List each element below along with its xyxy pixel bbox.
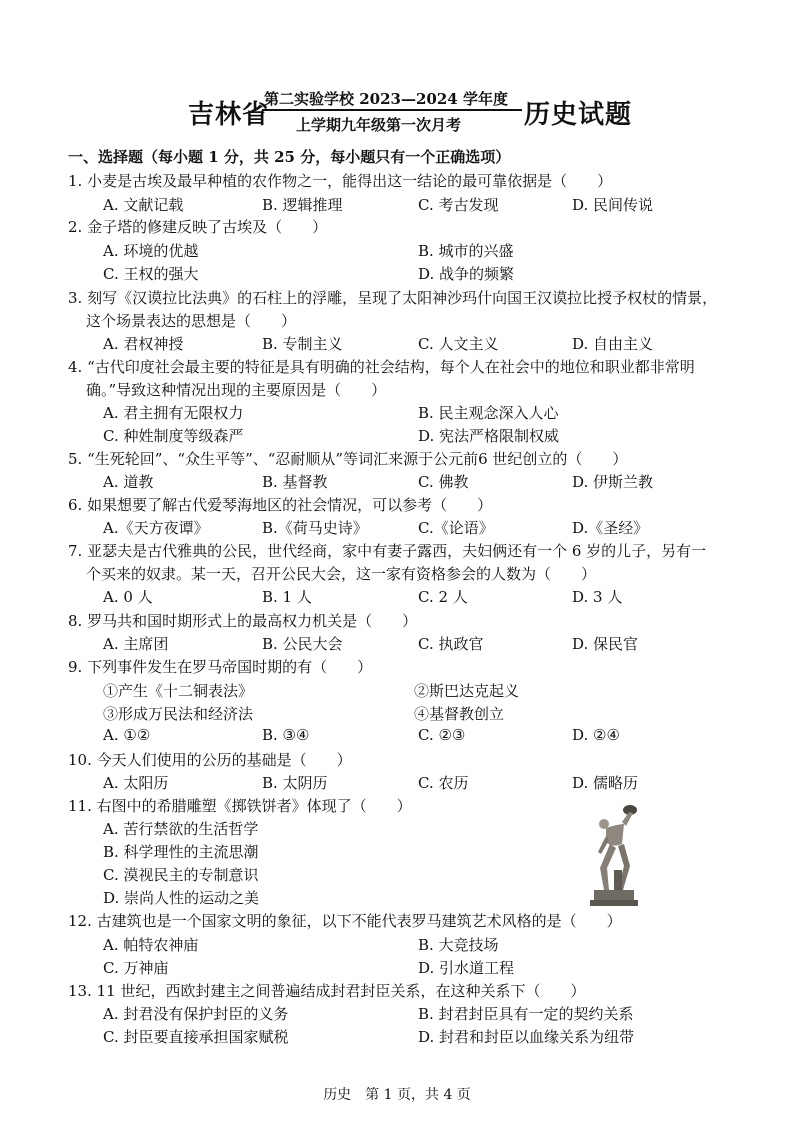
question-8-option-c: C. 执政官 — [418, 635, 484, 653]
question-1-option-d: D. 民间传说 — [572, 196, 654, 214]
question-4-stem-cont: 确。”导致这种情况出现的主要原因是（ ） — [86, 381, 387, 399]
question-9-option-a: A. ①② — [103, 726, 151, 744]
question-10-option-a: A. 太阳历 — [103, 774, 169, 792]
question-13-option-b: B. 封君封臣具有一定的契约关系 — [418, 1005, 634, 1023]
title-subject: 历史试题 — [524, 100, 633, 130]
title-term: 上学期九年级第一次月考 — [296, 116, 462, 134]
question-2-option-c: C. 王权的强大 — [103, 265, 199, 283]
question-9-option-c: C. ②③ — [418, 726, 466, 744]
question-2-option-a: A. 环境的优越 — [103, 242, 199, 260]
question-1-option-c: C. 考古发现 — [418, 196, 499, 214]
question-11-option-a: A. 苦行禁欲的生活哲学 — [103, 820, 259, 838]
question-7-option-c: C. 2 人 — [418, 588, 468, 606]
question-5-option-a: A. 道教 — [103, 473, 154, 491]
question-1-option-b: B. 逻辑推理 — [262, 196, 343, 214]
question-10-option-d: D. 儒略历 — [572, 774, 639, 792]
question-12-option-d: D. 引水道工程 — [418, 959, 515, 977]
question-8-stem: 8. 罗马共和国时期形式上的最高权力机关是（ ） — [68, 612, 418, 630]
question-13-stem: 13. 11 世纪，西欧封建主之间普遍结成封君封臣关系，在这种关系下（ ） — [68, 982, 586, 1000]
question-3-stem: 3. 刻写《汉谟拉比法典》的石柱上的浮雕，呈现了太阳神沙玛什向国王汉谟拉比授予权杖的情景， — [68, 289, 718, 307]
question-8-option-b: B. 公民大会 — [262, 635, 343, 653]
question-3-option-b: B. 专制主义 — [262, 335, 343, 353]
question-1-stem: 1. 小麦是古埃及最早种植的农作物之一，能得出这一结论的最可靠依据是（ ） — [68, 172, 613, 190]
question-6-option-a: A.《天方夜谭》 — [103, 519, 209, 537]
question-4-option-c: C. 种姓制度等级森严 — [103, 427, 244, 445]
question-6-option-c: C.《论语》 — [418, 519, 494, 537]
question-2-option-d: D. 战争的频繁 — [418, 265, 515, 283]
question-13-option-c: C. 封臣要直接承担国家赋税 — [103, 1028, 289, 1046]
question-5-option-c: C. 佛教 — [418, 473, 469, 491]
question-11-option-b: B. 科学理性的主流思潮 — [103, 843, 259, 861]
question-9-item-1: ①产生《十二铜表法》 — [103, 682, 254, 700]
question-7-stem: 7. 亚瑟夫是古代雅典的公民，世代经商，家中有妻子露西，夫妇俩还有一个 6 岁的儿子，另有一 — [68, 542, 707, 560]
question-4-option-b: B. 民主观念深入人心 — [418, 404, 559, 422]
question-9-item-4: ④基督教创立 — [414, 705, 505, 723]
question-6-option-d: D.《圣经》 — [572, 519, 649, 537]
discobolus-statue-image — [578, 796, 650, 908]
question-12-stem: 12. 古建筑也是一个国家文明的象征，以下不能代表罗马建筑艺术风格的是（ ） — [68, 912, 622, 930]
question-5-option-d: D. 伊斯兰教 — [572, 473, 654, 491]
question-12-option-b: B. 大竞技场 — [418, 936, 499, 954]
question-11-option-d: D. 崇尚人性的运动之美 — [103, 889, 260, 907]
question-3-option-a: A. 君权神授 — [103, 335, 184, 353]
question-6-option-b: B.《荷马史诗》 — [262, 519, 368, 537]
question-4-option-d: D. 宪法严格限制权威 — [418, 427, 560, 445]
question-10-stem: 10. 今天人们使用的公历的基础是（ ） — [68, 751, 352, 769]
question-10-option-b: B. 太阴历 — [262, 774, 328, 792]
question-13-option-d: D. 封君和封臣以血缘关系为纽带 — [418, 1028, 635, 1046]
title-province: 吉林省 — [188, 100, 270, 130]
question-2-stem: 2. 金子塔的修建反映了古埃及（ ） — [68, 218, 328, 236]
question-8-option-a: A. 主席团 — [103, 635, 169, 653]
question-4-option-a: A. 君主拥有无限权力 — [103, 404, 244, 422]
question-7-option-d: D. 3 人 — [572, 588, 623, 606]
question-13-option-a: A. 封君没有保护封臣的义务 — [103, 1005, 289, 1023]
question-2-option-b: B. 城市的兴盛 — [418, 242, 514, 260]
question-1-option-a: A. 文献记载 — [103, 196, 184, 214]
question-3-option-d: D. 自由主义 — [572, 335, 654, 353]
title-divider — [262, 109, 522, 111]
question-4-stem: 4. “古代印度社会最主要的特征是具有明确的社会结构，每个人在社会中的地位和职业都非常明 — [68, 358, 695, 376]
question-12-option-a: A. 帕特农神庙 — [103, 936, 199, 954]
title-school-year: 第二实验学校 2023—2024 学年度 — [264, 90, 508, 108]
question-10-option-c: C. 农历 — [418, 774, 469, 792]
question-9-option-d: D. ②④ — [572, 726, 620, 744]
question-5-option-b: B. 基督教 — [262, 473, 328, 491]
question-9-item-2: ②斯巴达克起义 — [414, 682, 520, 700]
question-8-option-d: D. 保民官 — [572, 635, 639, 653]
question-9-option-b: B. ③④ — [262, 726, 310, 744]
question-5-stem: 5. “生死轮回”、“众生平等”、“忍耐顺从”等词汇来源于公元前6 世纪创立的（ ） — [68, 450, 628, 468]
question-7-option-b: B. 1 人 — [262, 588, 312, 606]
exam-title — [0, 84, 794, 134]
question-7-stem-cont: 个买来的奴隶。某一天，召开公民大会，这一家有资格参会的人数为（ ） — [86, 565, 597, 583]
question-6-stem: 6. 如果想要了解古代爱琴海地区的社会情况，可以参考（ ） — [68, 496, 493, 514]
page-footer: 历史 第 1 页，共 4 页 — [323, 1087, 471, 1103]
question-7-option-a: A. 0 人 — [103, 588, 153, 606]
question-3-stem-cont: 这个场景表达的思想是（ ） — [86, 312, 297, 330]
question-12-option-c: C. 万神庙 — [103, 959, 169, 977]
question-3-option-c: C. 人文主义 — [418, 335, 499, 353]
question-11-stem: 11. 右图中的希腊雕塑《掷铁饼者》体现了（ ） — [68, 797, 412, 815]
question-9-stem: 9. 下列事件发生在罗马帝国时期的有（ ） — [68, 658, 373, 676]
question-9-item-3: ③形成万民法和经济法 — [103, 705, 254, 723]
question-11-option-c: C. 漠视民主的专制意识 — [103, 866, 259, 884]
section-heading: 一、选择题（每小题 1 分，共 25 分，每小题只有一个正确选项） — [68, 148, 511, 166]
